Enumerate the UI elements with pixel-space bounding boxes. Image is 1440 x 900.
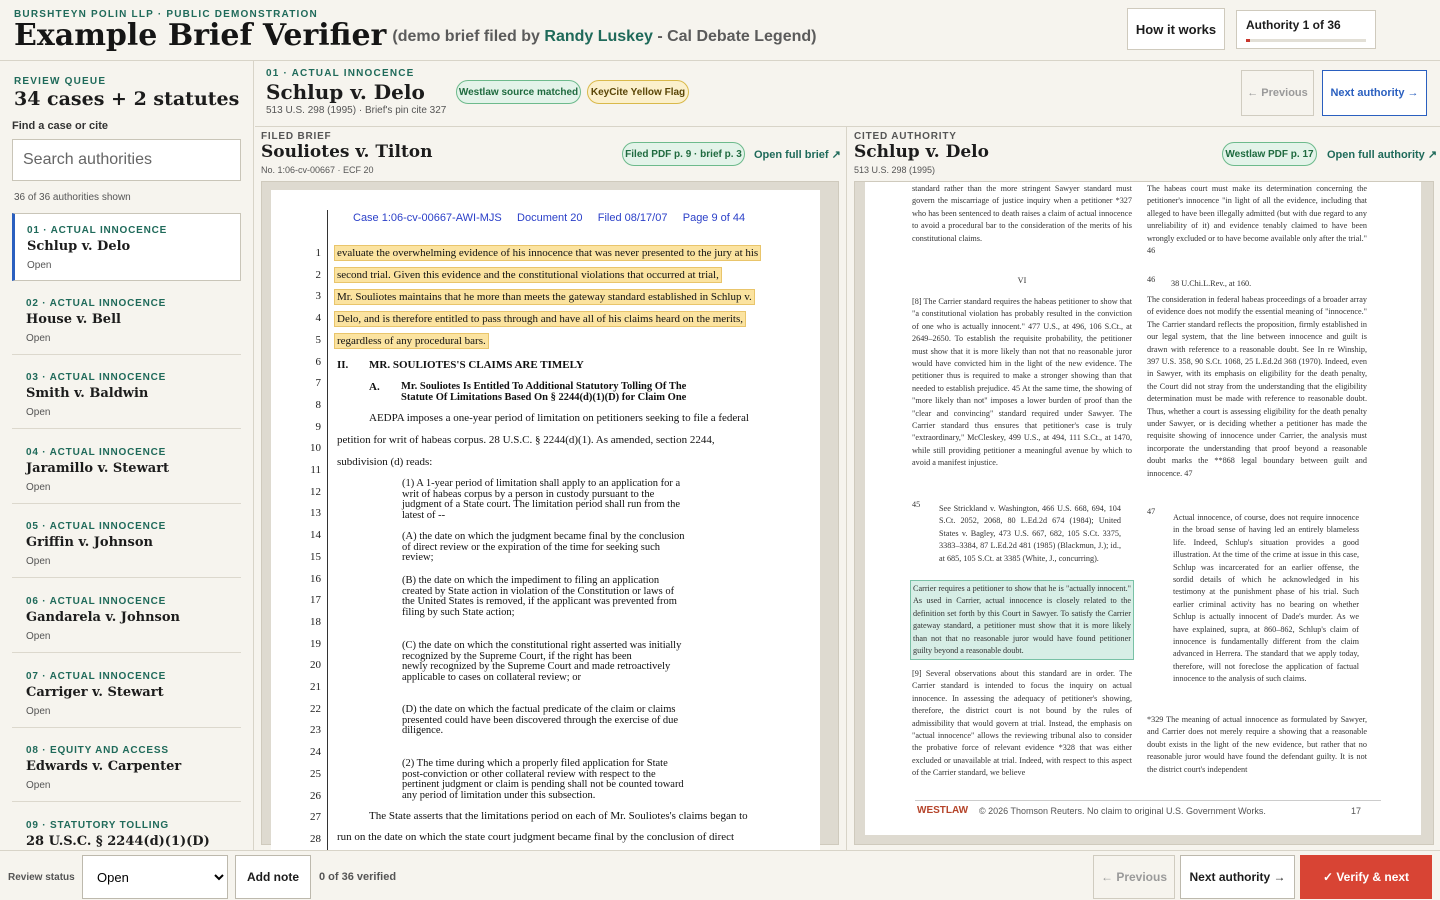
keycite-flag-badge: KeyCite Yellow Flag <box>587 80 689 104</box>
queue-item-status: Open <box>26 333 51 344</box>
highlight-text: Mr. Souliotes maintains that he more than meets the gateway standard established in Schlup v. <box>334 289 755 305</box>
quote-line: any period of limitation under this subsection. <box>402 789 596 801</box>
sidebar-kicker: REVIEW QUEUE <box>14 76 107 87</box>
app-header <box>0 0 1440 61</box>
line-number: 13 <box>310 507 321 520</box>
queue-item-kicker: 04 · ACTUAL INNOCENCE <box>26 447 167 458</box>
body-line: The State asserts that the limitations period on each of Mr. Souliotes's claims began to <box>369 810 748 822</box>
page-number: 17 <box>1351 806 1362 816</box>
find-label: Find a case or cite <box>12 120 108 132</box>
cited-authority-page <box>865 182 1421 835</box>
queue-item-name: Schlup v. Delo <box>27 239 131 254</box>
quote-line: newly recognized by the Supreme Court and made retroactively <box>402 661 671 672</box>
line-number: 11 <box>310 464 321 476</box>
line-number: 1 <box>315 247 321 259</box>
queue-item-name: Edwards v. Carpenter <box>26 759 182 774</box>
verified-count: 0 of 36 verified <box>319 871 397 883</box>
authority-progress-bar <box>1246 39 1366 42</box>
line-number: 2 <box>315 268 321 281</box>
review-action-bar <box>0 850 1440 900</box>
highlight-text: evaluate the overwhelming evidence of his innocence that was never presented to the jury at his <box>334 245 761 261</box>
opinion-paragraph: *329 The meaning of actual innocence as formulated by Sawyer, and Carrier does not merely require a showing that a reasonable doubt exists in the light of the new evidence, but rather that no reasonable juror would have found the defendant guilty. It is not the district court's independent <box>1147 715 1367 774</box>
quote-line: the United States is removed, if the applicant was prevented from <box>402 596 677 607</box>
queue-item-status: Open <box>26 556 51 567</box>
highlight-line-5 <box>334 335 489 347</box>
queue-item-kicker: 07 · ACTUAL INNOCENCE <box>26 671 167 682</box>
queue-item-status: Open <box>26 482 51 493</box>
quote-line: of direct review or the expiration of the time for seeking such <box>402 541 661 553</box>
footnote-45: See Strickland v. Washington, 466 U.S. 668, 694, 104 S.Ct. 2052, 2068, 80 L.Ed.2d 674 (1984); United States v. Bagley, 473 U.S. 667, 682, 105 S.Ct. 3375, 3383–3384, 87 L.Ed.2d 481 (1985) (Blackmun, J.); id., at 685, 105 S.Ct. at 3385 (White, J., concurring). <box>939 504 1121 563</box>
quote-line: (D) the date on which the factual predicate of the claim or claims <box>402 704 676 715</box>
sidebar-count: 34 cases + 2 statutes <box>14 88 240 110</box>
page-footer-rule <box>915 800 1381 801</box>
opinion-paragraph: standard rather than the more stringent Sawyer standard must govern the miscarriage of justice inquiry when a petitioner *327 who has been sentenced to death raises a claim of actual innocence to avoid a procedural bar to the consideration of the merits of his constitutional claims. <box>912 184 1132 243</box>
queue-item-name: Griffin v. Johnson <box>26 535 153 550</box>
authority-counter <box>1236 10 1376 49</box>
queue-item-name: Carriger v. Stewart <box>26 685 164 700</box>
quote-line: review; <box>402 552 434 563</box>
quote-line: presented could have been discovered through the exercise of due <box>402 714 679 726</box>
search-input[interactable] <box>12 139 241 181</box>
opinion-paragraph: [8] The Carrier standard requires the habeas petitioner to show that "a constitutional violation has probably resulted in the conviction of one who is actually innocent." 477 U.S., at 496, 106 S.Ct., at 2649–2650. To establish the requisite probability, the petitioner must show that it is more likely than not that no reasonable juror would have convicted him in the light of the new evidence. The petitioner thus is required to make a stronger showing than that needed to establish prejudice. 45 At the same time, the showing of "more likely than not" imposes a lower burden of proof than the "clear and convincing" standard required under Sawyer. The Carrier standard thus ensures that petitioner's case is truly "extraordinary," McCleskey, 499 U.S., at 494, 111 S.Ct., at 1470, while still providing petitioner a meaningful avenue by which to avoid a manifest injustice. <box>912 297 1132 468</box>
quote-line: applicable to cases on collateral review; or <box>402 671 582 683</box>
quote-line: created by State action in violation of the Constitution or laws of <box>402 585 675 597</box>
pleading-margin-line <box>327 210 328 860</box>
heading-3-line-1: Mr. Souliotes Is Entitled To Additional Statutory Tolling Of The <box>401 381 687 392</box>
queue-item-kicker: 08 · EQUITY AND ACCESS <box>26 745 169 756</box>
queue-item-status: Open <box>26 631 51 642</box>
authority-title: Schlup v. Delo <box>266 80 425 104</box>
westlaw-match-badge: Westlaw source matched <box>456 80 581 104</box>
next-authority-button[interactable]: Next authority → <box>1180 855 1295 899</box>
footnote-47: Actual innocence, of course, does not require innocence in the broad sense of having led an entirely blameless life. Indeed, Schlup's situation provides a good illustration. At the time of the crime at issue in this case, Schlup was incarcerated for an earlier offense, the sordid details of which he acknowledged in his testimony at the punishment phase of his trial. Such earlier criminal activity has no bearing on whether Schlup is actually innocent of Dade's murder. As we have explained, supra, at 860–862, Schlup's claim of innocence is fundamentally different from the claim advanced in Herrera. The standard that we apply today, therefore, will not foreclose the application of factual innocence to the analysis of such claims. <box>1173 513 1359 684</box>
queue-item-name: Gandarela v. Johnson <box>26 610 180 625</box>
line-number: 21 <box>310 681 321 693</box>
line-number: 20 <box>310 659 321 672</box>
line-number: 12 <box>310 485 321 498</box>
open-full-brief-link[interactable]: Open full brief ↗ <box>754 149 841 161</box>
line-number: 19 <box>310 637 321 650</box>
heading-2: MR. SOULIOTES'S CLAIMS ARE TIMELY <box>369 359 584 371</box>
how-it-works-button[interactable]: How it works <box>1127 8 1225 50</box>
quote-line: filing by such State action; <box>402 606 515 618</box>
opinion-paragraph: [9] Several observations about this standard are in order. The Carrier standard is intended to focus the inquiry on actual innocence. In assessing the adequacy of petitioner's showing, therefore, the district court is not bound by the rules of admissibility that would govern at trial. Instead, the emphasis on "actual innocence" allows the reviewing tribunal also to consider the probative force of relevant evidence *328 that was either excluded or unavailable at trial. Indeed, with respect to this aspect of the Carrier standard, we believe <box>912 669 1132 778</box>
next-authority-button-top[interactable]: Next authority → <box>1322 70 1427 116</box>
filed-pdf-page-badge: Filed PDF p. 9 · brief p. 3 <box>622 142 745 166</box>
ecf-caption: Case 1:06-cv-00667-AWI-MJS Document 20 Filed 08/17/07 Page 9 of 44 <box>353 212 746 224</box>
quote-line: (2) The time during which a properly filed application for State <box>402 758 668 769</box>
quote-line: (C) the date on which the constitutional right asserted was initially <box>402 640 682 651</box>
quote-line: recognized by the Supreme Court, if the right has been <box>402 650 632 662</box>
quote-line: judgment of a State court. The limitation period shall run from the <box>402 499 680 510</box>
quote-line: (A) the date on which the judgment became final by the conclusion <box>402 531 685 542</box>
queue-item[interactable] <box>12 734 241 802</box>
highlight-line-2 <box>334 269 722 281</box>
matched-passage-highlight: Carrier requires a petitioner to show that he is "actually innocent." As used in Carrier, actual innocence is closely related to the definition set forth by this Court in Sawyer. To satisfy the Carrier gateway standard, a petitioner must show that it is more likely than not that no reasonable juror would have found petitioner guilty beyond a reasonable doubt. <box>910 580 1134 660</box>
quote-line: (B) the date on which the impediment to filing an application <box>402 575 660 586</box>
queue-item-kicker: 01 · ACTUAL INNOCENCE <box>27 225 168 236</box>
queue-item[interactable] <box>12 585 241 653</box>
line-number: 26 <box>310 789 321 802</box>
app-subtitle <box>392 28 816 45</box>
queue-item[interactable] <box>12 213 241 281</box>
quote-line: post-conviction or other collateral review with respect to the <box>402 768 656 780</box>
queue-item-kicker: 09 · STATUTORY TOLLING <box>26 820 169 831</box>
cited-authority-viewer[interactable] <box>854 181 1434 845</box>
highlight-text: Delo, and is therefore entitled to pass through and have all of his claims heard on the merits, <box>334 311 746 327</box>
add-note-button[interactable]: Add note <box>235 855 311 899</box>
previous-button[interactable]: ← Previous <box>1093 855 1175 899</box>
queue-item-name: House v. Bell <box>26 312 121 327</box>
line-number: 5 <box>315 333 321 346</box>
heading-2-number: II. <box>337 359 349 371</box>
line-number: 24 <box>310 746 321 759</box>
open-full-authority-link[interactable]: Open full authority ↗ <box>1327 149 1438 161</box>
filed-brief-header <box>261 127 841 177</box>
line-number: 3 <box>315 290 321 303</box>
line-number: 8 <box>315 398 321 411</box>
previous-button-top[interactable]: ← Previous <box>1241 70 1314 116</box>
queue-item-name: 28 U.S.C. § 2244(d)(1)(D) <box>26 834 210 849</box>
queue-item[interactable] <box>12 660 241 728</box>
authority-cite: 513 U.S. 298 (1995) · Brief's pin cite 327 <box>266 105 447 116</box>
queue-item[interactable] <box>12 436 241 504</box>
filed-kicker: FILED BRIEF <box>261 131 332 142</box>
subtitle-post: - Cal Debate Legend) <box>657 28 817 45</box>
highlight-line-1 <box>334 247 761 259</box>
westlaw-pdf-page-badge: Westlaw PDF p. 17 <box>1222 142 1317 166</box>
authority-counter-text: Authority 1 of 36 <box>1246 18 1341 32</box>
authority-kicker: 01 · ACTUAL INNOCENCE <box>266 68 415 79</box>
filed-brief-page <box>271 190 820 870</box>
footnote-number: 47 <box>1147 507 1156 516</box>
queue-item-kicker: 02 · ACTUAL INNOCENCE <box>26 298 167 309</box>
queue-item-kicker: 03 · ACTUAL INNOCENCE <box>26 372 167 383</box>
line-number: 22 <box>310 702 321 715</box>
queue-item-status: Open <box>26 407 51 418</box>
cited-title: Schlup v. Delo <box>854 142 989 162</box>
line-number: 9 <box>315 420 321 433</box>
matched-passage <box>910 580 1134 660</box>
review-queue-sidebar <box>0 61 254 850</box>
line-number: 18 <box>310 615 321 628</box>
line-number: 7 <box>315 377 321 390</box>
quote-line: (1) A 1-year period of limitation shall apply to an application for a <box>402 478 681 489</box>
line-number: 16 <box>310 572 321 585</box>
quote-line: pertinent judgment or claim is pending shall not be counted toward <box>402 779 684 790</box>
quote-line: diligence. <box>402 725 444 736</box>
queue-item[interactable] <box>12 510 241 578</box>
line-number: 4 <box>315 312 321 325</box>
queue-item-kicker: 06 · ACTUAL INNOCENCE <box>26 596 167 607</box>
authority-header <box>255 61 1440 127</box>
cited-kicker: CITED AUTHORITY <box>854 131 957 142</box>
line-number: 15 <box>310 550 321 563</box>
queue-item[interactable] <box>12 361 241 429</box>
cited-cite: 513 U.S. 298 (1995) <box>854 165 936 175</box>
footnote-number: 46 <box>1147 275 1156 284</box>
line-number: 10 <box>310 442 321 455</box>
verify-and-next-button[interactable]: ✓ Verify & next <box>1300 855 1432 899</box>
queue-item-name: Jaramillo v. Stewart <box>26 461 170 476</box>
queue-item[interactable] <box>12 287 241 355</box>
quote-line: latest of -- <box>402 509 446 521</box>
footnote-46: 38 U.Chi.L.Rev., at 160. <box>1171 279 1252 288</box>
copyright-text: © 2026 Thomson Reuters. No claim to original U.S. Government Works. <box>979 806 1266 816</box>
line-number: 25 <box>310 767 321 780</box>
shown-count: 36 of 36 authorities shown <box>14 192 131 203</box>
subtitle-pre: (demo brief filed by <box>392 28 540 45</box>
heading-3-number: A. <box>369 381 380 393</box>
opinion-paragraph: The habeas court must make its determination concerning the petitioner's innocence "in light of all the evidence, including that alleged to have been illegally admitted (but with due regard to any unreliability of it) and evidence tenably claimed to have been wrongly excluded or to have become available only after the trial." 46 <box>1147 184 1367 256</box>
line-number: 17 <box>310 594 321 607</box>
highlight-text: regardless of any procedural bars. <box>334 333 489 349</box>
line-number: 28 <box>310 832 321 845</box>
quote-line: writ of habeas corpus by a person in custody pursuant to the <box>402 488 655 500</box>
filed-case-number: No. 1:06-cv-00667 · ECF 20 <box>261 165 374 175</box>
panel-divider <box>846 127 847 850</box>
queue-item-kicker: 05 · ACTUAL INNOCENCE <box>26 521 167 532</box>
highlight-line-4 <box>334 313 746 325</box>
queue-item-name: Smith v. Baldwin <box>26 386 149 401</box>
highlight-text: second trial. Given this evidence and the constitutional violations that occurred at trial, <box>334 267 722 283</box>
app-title-text: Example Brief Verifier <box>14 18 387 53</box>
line-number: 6 <box>315 355 321 368</box>
queue-item-status: Open <box>27 260 52 271</box>
queue-item-status: Open <box>26 706 51 717</box>
line-number: 27 <box>310 811 321 824</box>
section-number: VI <box>1017 276 1027 285</box>
cited-authority-header <box>854 127 1438 177</box>
filed-brief-viewer[interactable] <box>261 181 839 845</box>
body-line: petition for writ of habeas corpus. 28 U.S.C. § 2244(d)(1). As amended, section 2244, <box>337 434 715 446</box>
opinion-paragraph: The consideration in federal habeas proceedings of a broader array of evidence does not modify the essential meaning of "innocence." The Carrier standard reflects the proposition, firmly established in our legal system, that the line between innocence and guilt is drawn with reference to a reasonable doubt. See In re Winship, 397 U.S. 358, 90 S.Ct. 1068, 25 L.Ed.2d 368 (1970). Indeed, even in Sawyer, with its emphasis on eligibility for the death penalty, the Court did not stray from the understanding that the eligibility determination must be made with reference to reasonable doubt. Thus, whether a court is assessing eligibility for the death penalty under Sawyer, or is deciding whether a petitioner has made the requisite showing of innocence under Carrier, the analysis must incorporate the understanding that proof beyond a reasonable doubt marks the **868 legal boundary between guilt and innocence. 47 <box>1147 295 1367 478</box>
footnote-number: 45 <box>912 500 921 509</box>
heading-3-line-2: Statute Of Limitations Based On § 2244(d)(1)(D) for Claim One <box>401 392 687 403</box>
westlaw-logo: WESTLAW <box>917 805 969 816</box>
line-number: 14 <box>310 529 321 542</box>
body-line: AEDPA imposes a one-year period of limitation on petitioners seeking to file a federal <box>369 412 749 424</box>
app-title <box>14 18 816 53</box>
line-number: 23 <box>310 724 321 737</box>
body-line: subdivision (d) reads: <box>337 456 433 468</box>
authority-progress-fill <box>1246 39 1250 42</box>
review-status-label: Review status <box>8 872 75 883</box>
subtitle-name: Randy Luskey <box>544 28 653 45</box>
review-status-select[interactable] <box>82 855 228 899</box>
body-line: run on the date on which the state court judgment became final by the conclusion of direct <box>337 831 735 843</box>
firm-label: BURSHTEYN POLIN LLP · PUBLIC DEMONSTRATION <box>14 9 318 20</box>
filed-title: Souliotes v. Tilton <box>261 142 433 162</box>
highlight-line-3 <box>334 291 755 303</box>
queue-item-status: Open <box>26 780 51 791</box>
